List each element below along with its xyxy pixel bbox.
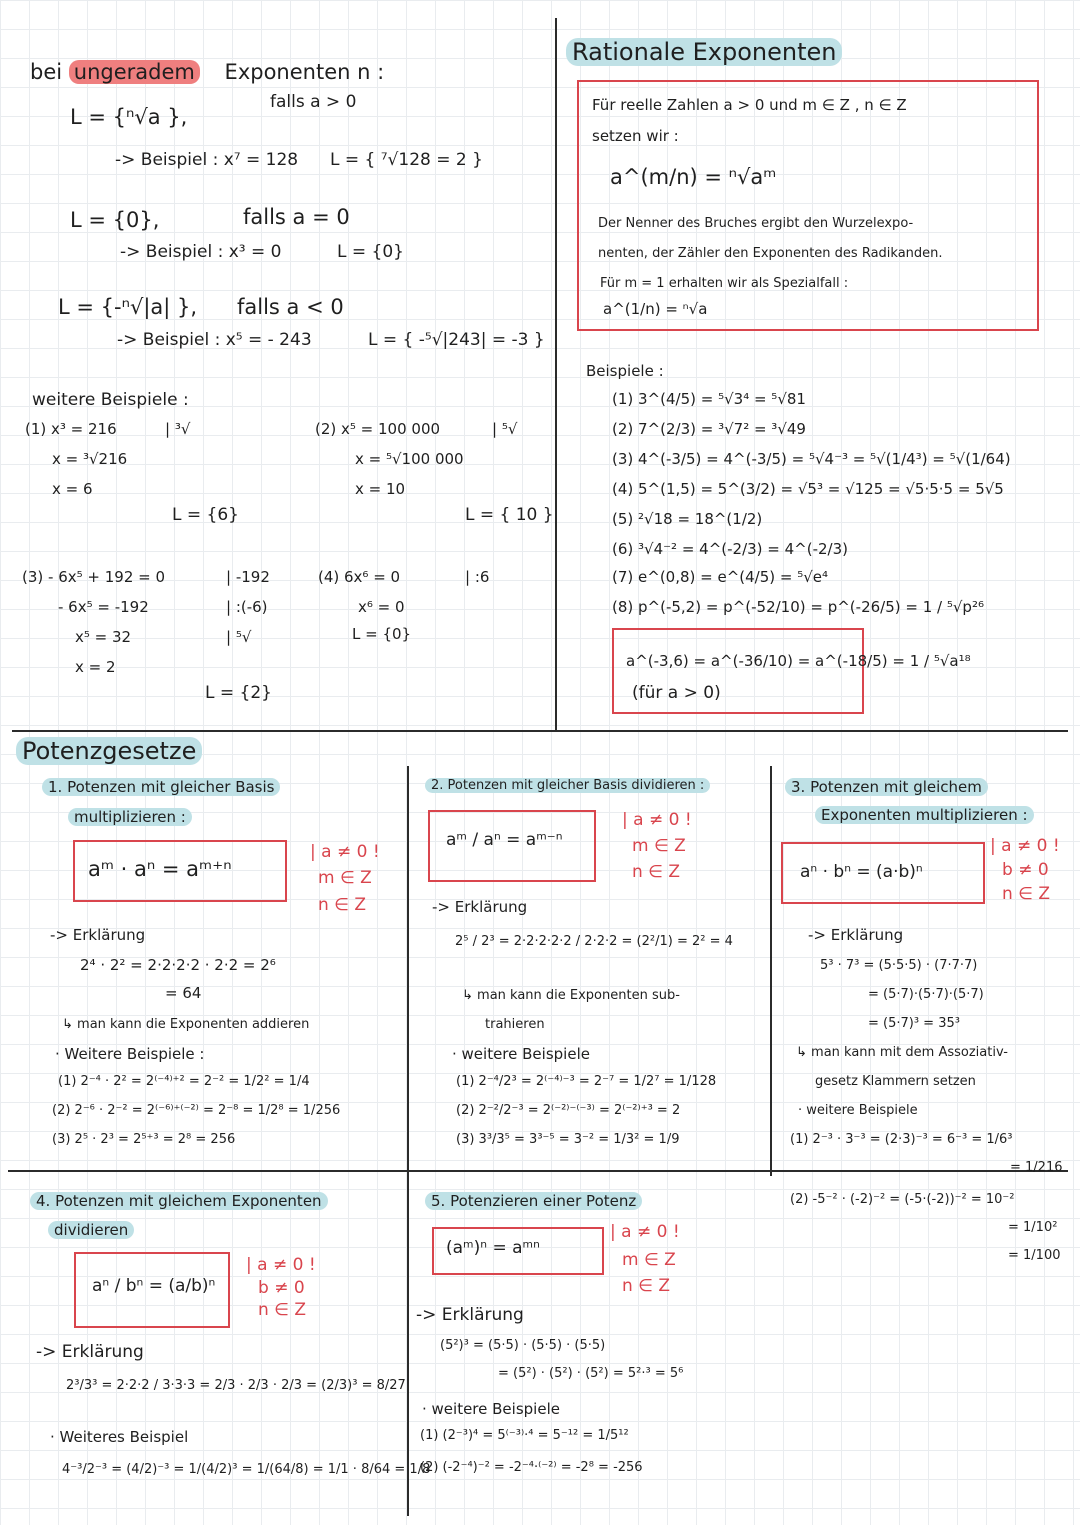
- law3-example-2b: = 1/10²: [1008, 1220, 1058, 1235]
- ex4-line3: L = {0}: [352, 625, 412, 643]
- ex4-operation: | :6: [465, 568, 490, 586]
- more-examples-title: weitere Beispiele :: [32, 390, 189, 410]
- rational-formula: a^(m/n) = ⁿ√aᵐ: [610, 165, 777, 189]
- case1-example: -> Beispiel : x⁷ = 128: [115, 150, 299, 170]
- law1-cond-1: | a ≠ 0 !: [310, 842, 380, 862]
- ex3-line4: x = 2: [75, 658, 116, 676]
- law2-example-1: (1) 2⁻⁴/2³ = 2⁽⁻⁴⁾⁻³ = 2⁻⁷ = 1/2⁷ = 1/128: [456, 1074, 717, 1089]
- law3-title-text: 3. Potenzen mit gleichem: [785, 778, 988, 796]
- law5-more-title: · weitere Beispiele: [422, 1400, 560, 1418]
- odd-intro-a: bei: [30, 60, 63, 84]
- rational-expl-line1: Der Nenner des Bruches ergibt den Wurzelexpo-: [598, 216, 914, 231]
- odd-intro-highlight: ungeradem: [69, 60, 200, 84]
- law3-title: [785, 778, 988, 796]
- law5-explanation-label: -> Erklärung: [416, 1305, 524, 1325]
- rational-example-2: (2) 7^(2/3) = ³√7² = ³√49: [612, 420, 806, 438]
- ex3-op1: | -192: [226, 568, 270, 586]
- case3-condition: falls a < 0: [237, 295, 344, 319]
- case2-solution: L = {0},: [70, 208, 160, 232]
- law2-cond-1: | a ≠ 0 !: [622, 810, 692, 830]
- law1-cond-3: n ∈ Z: [318, 895, 367, 915]
- law2-title-text: 2. Potenzen mit gleicher Basis dividieren :: [425, 778, 710, 793]
- odd-intro: [30, 60, 384, 84]
- rational-example-5: (5) ²√18 = 18^(1/2): [612, 510, 763, 528]
- law5-title-text: 5. Potenzieren einer Potenz: [425, 1192, 642, 1210]
- law1-explanation-1: 2⁴ · 2² = 2·2·2·2 · 2·2 = 2⁶: [80, 956, 276, 974]
- law4-explanation: 2³/3³ = 2·2·2 / 3·3·3 = 2/3 · 2/3 · 2/3 = (2/3)³ = 8/27: [66, 1378, 406, 1393]
- rational-example-1: (1) 3^(4/5) = ⁵√3⁴ = ⁵√81: [612, 390, 806, 408]
- case2-example-solution: L = {0}: [337, 242, 404, 262]
- law2-title: [425, 778, 710, 793]
- law1-explanation-label: -> Erklärung: [50, 926, 146, 944]
- law2-cond-3: n ∈ Z: [632, 862, 681, 882]
- divider-horizontal-top: [12, 730, 1068, 732]
- law2-cond-2: m ∈ Z: [632, 836, 686, 856]
- ex2-solution: L = { 10 }: [465, 505, 554, 525]
- law1-example-2: (2) 2⁻⁶ · 2⁻² = 2⁽⁻⁶⁾⁺⁽⁻²⁾ = 2⁻⁸ = 1/2⁸ = 1/256: [52, 1103, 341, 1118]
- law3-formula: aⁿ · bⁿ = (a·b)ⁿ: [800, 862, 923, 882]
- ex2-line2: x = ⁵√100 000: [355, 450, 464, 468]
- ex3-line2: - 6x⁵ = -192: [58, 598, 149, 616]
- rational-title-text: Rationale Exponenten: [566, 38, 842, 66]
- law3-explanation-3: = (5·7)³ = 35³: [868, 1016, 960, 1031]
- ex2-line3: x = 10: [355, 480, 406, 498]
- law3-explanation-1: 5³ · 7³ = (5·5·5) · (7·7·7): [820, 958, 978, 973]
- ex3-op3: | ⁵√: [226, 628, 252, 646]
- law3-explanation-2: = (5·7)·(5·7)·(5·7): [868, 987, 984, 1002]
- law3-note-2: gesetz Klammern setzen: [815, 1074, 976, 1089]
- case3-example: -> Beispiel : x⁵ = - 243: [117, 330, 312, 350]
- rational-examples-title: Beispiele :: [586, 362, 664, 380]
- law4-cond-3: n ∈ Z: [258, 1300, 307, 1320]
- rational-title: [566, 38, 842, 66]
- rational-box-formula: a^(-3,6) = a^(-36/10) = a^(-18/5) = 1 / ⁵√a¹⁸: [626, 652, 971, 670]
- rational-definition-box: [577, 80, 1039, 331]
- law3-subtitle: [815, 806, 1034, 824]
- case2-condition: falls a = 0: [243, 205, 350, 229]
- law1-subtitle-text: multiplizieren :: [68, 808, 192, 826]
- law1-explanation-2: = 64: [165, 984, 202, 1002]
- rational-example-3: (3) 4^(-3/5) = 4^(-3/5) = ⁵√4⁻³ = ⁵√(1/4³) = ⁵√(1/64): [612, 450, 1011, 468]
- law4-formula: aⁿ / bⁿ = (a/b)ⁿ: [92, 1276, 216, 1296]
- law1-more-title: · Weitere Beispiele :: [55, 1045, 205, 1063]
- law2-explanation-label: -> Erklärung: [432, 898, 528, 916]
- case2-example: -> Beispiel : x³ = 0: [120, 242, 282, 262]
- law1-title: [42, 778, 280, 796]
- rational-expl-line3: Für m = 1 erhalten wir als Spezialfall :: [600, 276, 849, 291]
- law5-cond-3: n ∈ Z: [622, 1276, 671, 1296]
- law3-example-2c: = 1/100: [1008, 1248, 1061, 1263]
- odd-intro-c: Exponenten n :: [224, 60, 385, 84]
- ex3-op2: | :(-6): [226, 598, 268, 616]
- law3-more-title: · weitere Beispiele: [798, 1103, 918, 1118]
- ex2-operation: | ⁵√: [492, 420, 518, 438]
- law1-example-3: (3) 2⁵ · 2³ = 2⁵⁺³ = 2⁸ = 256: [52, 1132, 236, 1147]
- law2-note-2: trahieren: [485, 1017, 545, 1032]
- law4-subtitle: [48, 1221, 134, 1239]
- law4-explanation-label: -> Erklärung: [36, 1342, 144, 1362]
- ex1-solution: L = {6}: [172, 505, 239, 525]
- divider-horizontal-bottom: [8, 1170, 1068, 1172]
- ex2-line1: (2) x⁵ = 100 000: [315, 420, 441, 438]
- law1-note: ↳ man kann die Exponenten addieren: [62, 1017, 310, 1032]
- case1-condition: falls a > 0: [270, 92, 357, 112]
- law3-explanation-label: -> Erklärung: [808, 926, 904, 944]
- ex1-operation: | ³√: [165, 420, 191, 438]
- law4-title: [30, 1192, 328, 1210]
- case3-solution: L = {-ⁿ√|a| },: [58, 295, 198, 319]
- law2-note-1: ↳ man kann die Exponenten sub-: [462, 988, 680, 1003]
- law5-example-1: (1) (2⁻³)⁴ = 5⁽⁻³⁾·⁴ = 5⁻¹² = 1/5¹²: [420, 1428, 629, 1443]
- law2-explanation-1: 2⁵ / 2³ = 2·2·2·2·2 / 2·2·2 = (2²/1) = 2² = 4: [455, 934, 733, 949]
- rational-expl-line2: nenten, der Zähler den Exponenten des Radikanden.: [598, 246, 943, 261]
- law3-cond-1: | a ≠ 0 !: [990, 836, 1060, 856]
- law5-title: [425, 1192, 642, 1210]
- divider-vertical-left: [407, 766, 409, 1516]
- laws-title: [16, 737, 202, 765]
- rational-box-condition: (für a > 0): [632, 683, 721, 703]
- law3-example-1a: (1) 2⁻³ · 3⁻³ = (2·3)⁻³ = 6⁻³ = 1/6³: [790, 1132, 1013, 1147]
- law4-more-title: · Weiteres Beispiel: [50, 1428, 189, 1446]
- ex3-line3: x⁵ = 32: [75, 628, 132, 646]
- law4-example: 4⁻³/2⁻³ = (4/2)⁻³ = 1/(4/2)³ = 1/(64/8) = 1/1 · 8/64 = 1/8: [62, 1462, 431, 1477]
- law2-formula: aᵐ / aⁿ = aᵐ⁻ⁿ: [446, 830, 563, 850]
- law1-example-1: (1) 2⁻⁴ · 2² = 2⁽⁻⁴⁾⁺² = 2⁻² = 1/2² = 1/4: [58, 1074, 310, 1089]
- ex3-solution: L = {2}: [205, 683, 272, 703]
- law5-formula: (aᵐ)ⁿ = aᵐⁿ: [446, 1238, 540, 1258]
- law1-title-text: 1. Potenzen mit gleicher Basis: [42, 778, 280, 796]
- law3-example-2a: (2) -5⁻² · (-2)⁻² = (-5·(-2))⁻² = 10⁻²: [790, 1192, 1015, 1207]
- laws-title-text: Potenzgesetze: [16, 737, 202, 765]
- law1-subtitle: [68, 808, 192, 826]
- ex3-line1: (3) - 6x⁵ + 192 = 0: [22, 568, 166, 586]
- divider-vertical-top: [555, 18, 557, 730]
- law3-subtitle-text: Exponenten multiplizieren :: [815, 806, 1034, 824]
- ex1-line2: x = ³√216: [52, 450, 128, 468]
- law3-cond-3: n ∈ Z: [1002, 884, 1051, 904]
- ex4-line2: x⁶ = 0: [358, 598, 405, 616]
- law3-note-1: ↳ man kann mit dem Assoziativ-: [796, 1045, 1008, 1060]
- law4-cond-2: b ≠ 0: [258, 1278, 305, 1298]
- law2-more-title: · weitere Beispiele: [452, 1045, 590, 1063]
- law5-cond-2: m ∈ Z: [622, 1250, 676, 1270]
- case1-example-solution: L = { ⁷√128 = 2 }: [330, 150, 483, 170]
- law5-cond-1: | a ≠ 0 !: [610, 1222, 680, 1242]
- law4-cond-1: | a ≠ 0 !: [246, 1255, 316, 1275]
- divider-vertical-right: [770, 766, 772, 1176]
- law5-explanation-2: = (5²) · (5²) · (5²) = 5²·³ = 5⁶: [498, 1366, 684, 1381]
- law4-subtitle-text: dividieren: [48, 1221, 134, 1239]
- law1-cond-2: m ∈ Z: [318, 868, 372, 888]
- case1-solution: L = {ⁿ√a },: [70, 105, 188, 129]
- rational-def-line1: Für reelle Zahlen a > 0 und m ∈ Z , n ∈ Z: [592, 96, 907, 114]
- ex1-line1: (1) x³ = 216: [25, 420, 117, 438]
- law4-title-text: 4. Potenzen mit gleichem Exponenten: [30, 1192, 328, 1210]
- ex4-line1: (4) 6x⁶ = 0: [318, 568, 401, 586]
- law3-example-1b: = 1/216: [1010, 1160, 1063, 1175]
- rational-def-line2: setzen wir :: [592, 127, 679, 145]
- law3-cond-2: b ≠ 0: [1002, 860, 1049, 880]
- ex1-line3: x = 6: [52, 480, 93, 498]
- rational-special-case: a^(1/n) = ⁿ√a: [603, 300, 708, 318]
- law5-explanation-1: (5²)³ = (5·5) · (5·5) · (5·5): [440, 1338, 606, 1353]
- law2-example-3: (3) 3³/3⁵ = 3³⁻⁵ = 3⁻² = 1/3² = 1/9: [456, 1132, 680, 1147]
- law5-example-2: (2) (-2⁻⁴)⁻² = -2⁻⁴·⁽⁻²⁾ = -2⁸ = -256: [420, 1460, 643, 1475]
- rational-example-8: (8) p^(-5,2) = p^(-52/10) = p^(-26/5) = 1 / ⁵√p²⁶: [612, 598, 984, 616]
- rational-example-4: (4) 5^(1,5) = 5^(3/2) = √5³ = √125 = √5·5·5 = 5√5: [612, 480, 1004, 498]
- rational-example-6: (6) ³√4⁻² = 4^(-2/3) = 4^(-2/3): [612, 540, 849, 558]
- case3-example-solution: L = { -⁵√|243| = -3 }: [368, 330, 545, 350]
- law2-example-2: (2) 2⁻²/2⁻³ = 2⁽⁻²⁾⁻⁽⁻³⁾ = 2⁽⁻²⁾⁺³ = 2: [456, 1103, 681, 1118]
- law1-formula: aᵐ · aⁿ = aᵐ⁺ⁿ: [88, 857, 232, 881]
- rational-example-7: (7) e^(0,8) = e^(4/5) = ⁵√e⁴: [612, 568, 829, 586]
